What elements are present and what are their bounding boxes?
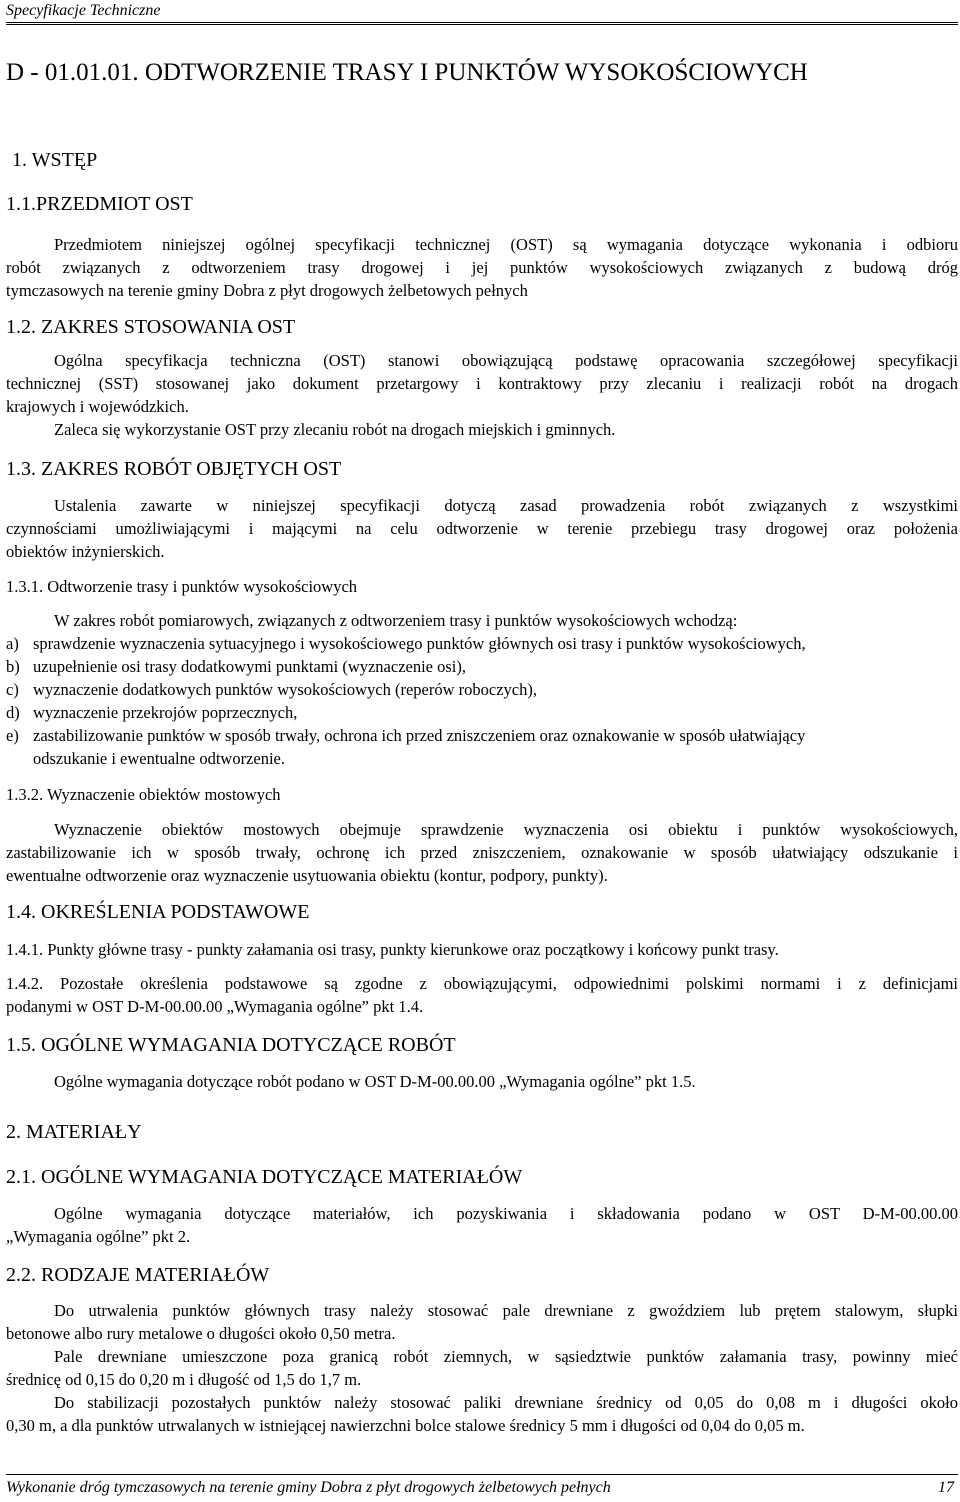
text-line: zastabilizowanie ich w sposób trwały, ochronę ich przed zniszczeniem, oznakowanie w sposób ułatwiający odszukanie i xyxy=(6,843,958,862)
list-text: sprawdzenie wyznaczenia sytuacyjnego i wysokościowego punktów głównych osi trasy i punktów wysokościowych, xyxy=(33,634,806,653)
header-rule xyxy=(6,24,958,25)
page-number: 17 xyxy=(938,1479,954,1496)
text-line: robót związanych z odtworzeniem trasy drogowej i jej punktów wysokościowych związanych z budową dróg xyxy=(6,258,958,277)
subsection-heading-mostowe: 1.3.2. Wyznaczenie obiektów mostowych xyxy=(6,785,281,804)
section-heading-rodzaje: 2.2. RODZAJE MATERIAŁÓW xyxy=(6,1264,270,1286)
section-heading-ogolne-materialy: 2.1. OGÓLNE WYMAGANIA DOTYCZĄCE MATERIAŁÓW xyxy=(6,1166,523,1188)
list-letter: d) xyxy=(6,703,20,722)
text-line: Ustalenia zawarte w niniejszej specyfikacji dotyczą zasad prowadzenia robót związanych z wszystkimi xyxy=(54,496,958,515)
text-line: średnicę od 0,15 do 0,20 m i długość od 1,5 do 1,7 m. xyxy=(6,1370,362,1389)
list-item xyxy=(6,632,958,655)
running-header-title: Specyfikacje Techniczne xyxy=(6,2,161,19)
list-text: odszukanie i ewentualne odtworzenie. xyxy=(33,749,285,768)
text-line: czynnościami umożliwiającymi i mającymi na celu odtworzenie w terenie przebiegu trasy drogowej oraz położenia xyxy=(6,519,958,538)
running-footer xyxy=(6,1474,958,1501)
list-letter: c) xyxy=(6,680,19,699)
paragraph-zakres-stosowania xyxy=(6,349,958,441)
list-item xyxy=(6,678,958,701)
paragraph-ogolne-materialy xyxy=(6,1202,958,1248)
list-letter: b) xyxy=(6,657,20,676)
list-text: wyznaczenie przekrojów poprzecznych, xyxy=(33,703,298,722)
paragraph-ogolne-roboty: Ogólne wymagania dotyczące robót podano w OST D-M-00.00.00 „Wymagania ogólne” pkt 1.5. xyxy=(54,1072,696,1091)
section-heading-przedmiot: 1.1.PRZEDMIOT OST xyxy=(6,193,193,215)
list-item xyxy=(6,701,958,724)
list-text: zastabilizowanie punktów w sposób trwały, ochrona ich przed zniszczeniem oraz oznakowanie w sposób ułatwiający xyxy=(33,726,806,745)
text-line: Wyznaczenie obiektów mostowych obejmuje sprawdzenie wyznaczenia osi obiektu i punktów wysokościowych, xyxy=(54,820,958,839)
text-line: 1.4.2. Pozostałe określenia podstawowe są zgodne z obowiązującymi, odpowiednimi polskimi normami i z definicjami xyxy=(6,974,958,993)
paragraph-przedmiot xyxy=(6,233,958,302)
section-heading-zakres-robot: 1.3. ZAKRES ROBÓT OBJĘTYCH OST xyxy=(6,458,342,480)
text-line: Pale drewniane umieszczone poza granicą robót ziemnych, w sąsiedztwie punktów załamania trasy, powinny mieć xyxy=(54,1347,958,1366)
paragraph-okreslenia-1: 1.4.1. Punkty główne trasy - punkty załamania osi trasy, punkty kierunkowe oraz początkowy i końcowy punkt trasy. xyxy=(6,940,779,959)
text-line: Zaleca się wykorzystanie OST przy zlecaniu robót na drogach miejskich i gminnych. xyxy=(54,420,616,439)
text-line: 0,30 m, a dla punktów utrwalanych w istniejącej nawierzchni bolce stalowe średnicy 5 mm i długości od 0,04 do 0,05 m. xyxy=(6,1416,805,1435)
subsection-heading-odtworzenie: 1.3.1. Odtworzenie trasy i punktów wysokościowych xyxy=(6,577,358,596)
section-heading-zakres-stosowania: 1.2. ZAKRES STOSOWANIA OST xyxy=(6,316,296,338)
list-item xyxy=(6,655,958,678)
text-line: podanymi w OST D-M-00.00.00 „Wymagania ogólne” pkt 1.4. xyxy=(6,997,424,1016)
text-line: Ogólne wymagania dotyczące materiałów, ich pozyskiwania i składowania podano w OST D-M-00.00.00 xyxy=(54,1204,958,1223)
paragraph-odtworzenie-intro: W zakres robót pomiarowych, związanych z odtworzeniem trasy i punktów wysokościowych wchodzą: xyxy=(54,611,738,630)
list-letter: e) xyxy=(6,726,19,745)
text-line: krajowych i wojewódzkich. xyxy=(6,397,189,416)
list-text: wyznaczenie dodatkowych punktów wysokościowych (reperów roboczych), xyxy=(33,680,537,699)
text-line: betonowe albo rury metalowe o długości około 0,50 metra. xyxy=(6,1324,396,1343)
text-line: Ogólna specyfikacja techniczna (OST) stanowi obowiązującą podstawę opracowania szczegółowej specyfikacji xyxy=(54,351,958,370)
list-item xyxy=(6,724,958,770)
paragraph-rodzaje xyxy=(6,1299,958,1437)
paragraph-okreslenia-2 xyxy=(6,972,958,1018)
text-line: obiektów inżynierskich. xyxy=(6,542,165,561)
section-heading-okreslenia: 1.4. OKREŚLENIA PODSTAWOWE xyxy=(6,901,310,923)
text-line: Przedmiotem niniejszej ogólnej specyfikacji technicznej (OST) są wymagania dotyczące wykonania i odbioru xyxy=(54,235,958,254)
list-odtworzenie xyxy=(6,632,958,770)
section-heading-wstep: 1. WSTĘP xyxy=(12,149,98,171)
text-line: Do stabilizacji pozostałych punktów należy stosować paliki drewniane średnicy od 0,05 do 0,08 m i długości około xyxy=(54,1393,958,1412)
paragraph-zakres-robot xyxy=(6,494,958,563)
text-line: ewentualne odtworzenie oraz wyznaczenie usytuowania obiektu (kontur, podpory, punkty). xyxy=(6,866,608,885)
section-heading-ogolne-roboty: 1.5. OGÓLNE WYMAGANIA DOTYCZĄCE ROBÓT xyxy=(6,1034,456,1056)
list-letter: a) xyxy=(6,634,19,653)
footer-text: Wykonanie dróg tymczasowych na terenie gminy Dobra z płyt drogowych żelbetowych pełnych xyxy=(6,1479,611,1496)
document-title: D - 01.01.01. ODTWORZENIE TRASY I PUNKTÓW WYSOKOŚCIOWYCH xyxy=(6,59,808,86)
list-text: uzupełnienie osi trasy dodatkowymi punktami (wyznaczenie osi), xyxy=(33,657,467,676)
section-heading-materialy: 2. MATERIAŁY xyxy=(6,1121,142,1143)
text-line: technicznej (SST) stosowanej jako dokument przetargowy i kontraktowy przy zlecaniu i realizacji robót na drogach xyxy=(6,374,958,393)
text-line: Do utrwalenia punktów głównych trasy należy stosować pale drewniane z gwoździem lub prętem stalowym, słupki xyxy=(54,1301,958,1320)
text-line: tymczasowych na terenie gminy Dobra z płyt drogowych żelbetowych pełnych xyxy=(6,281,528,300)
running-header xyxy=(6,0,958,23)
paragraph-mostowe xyxy=(6,818,958,887)
text-line: „Wymagania ogólne” pkt 2. xyxy=(6,1227,191,1246)
